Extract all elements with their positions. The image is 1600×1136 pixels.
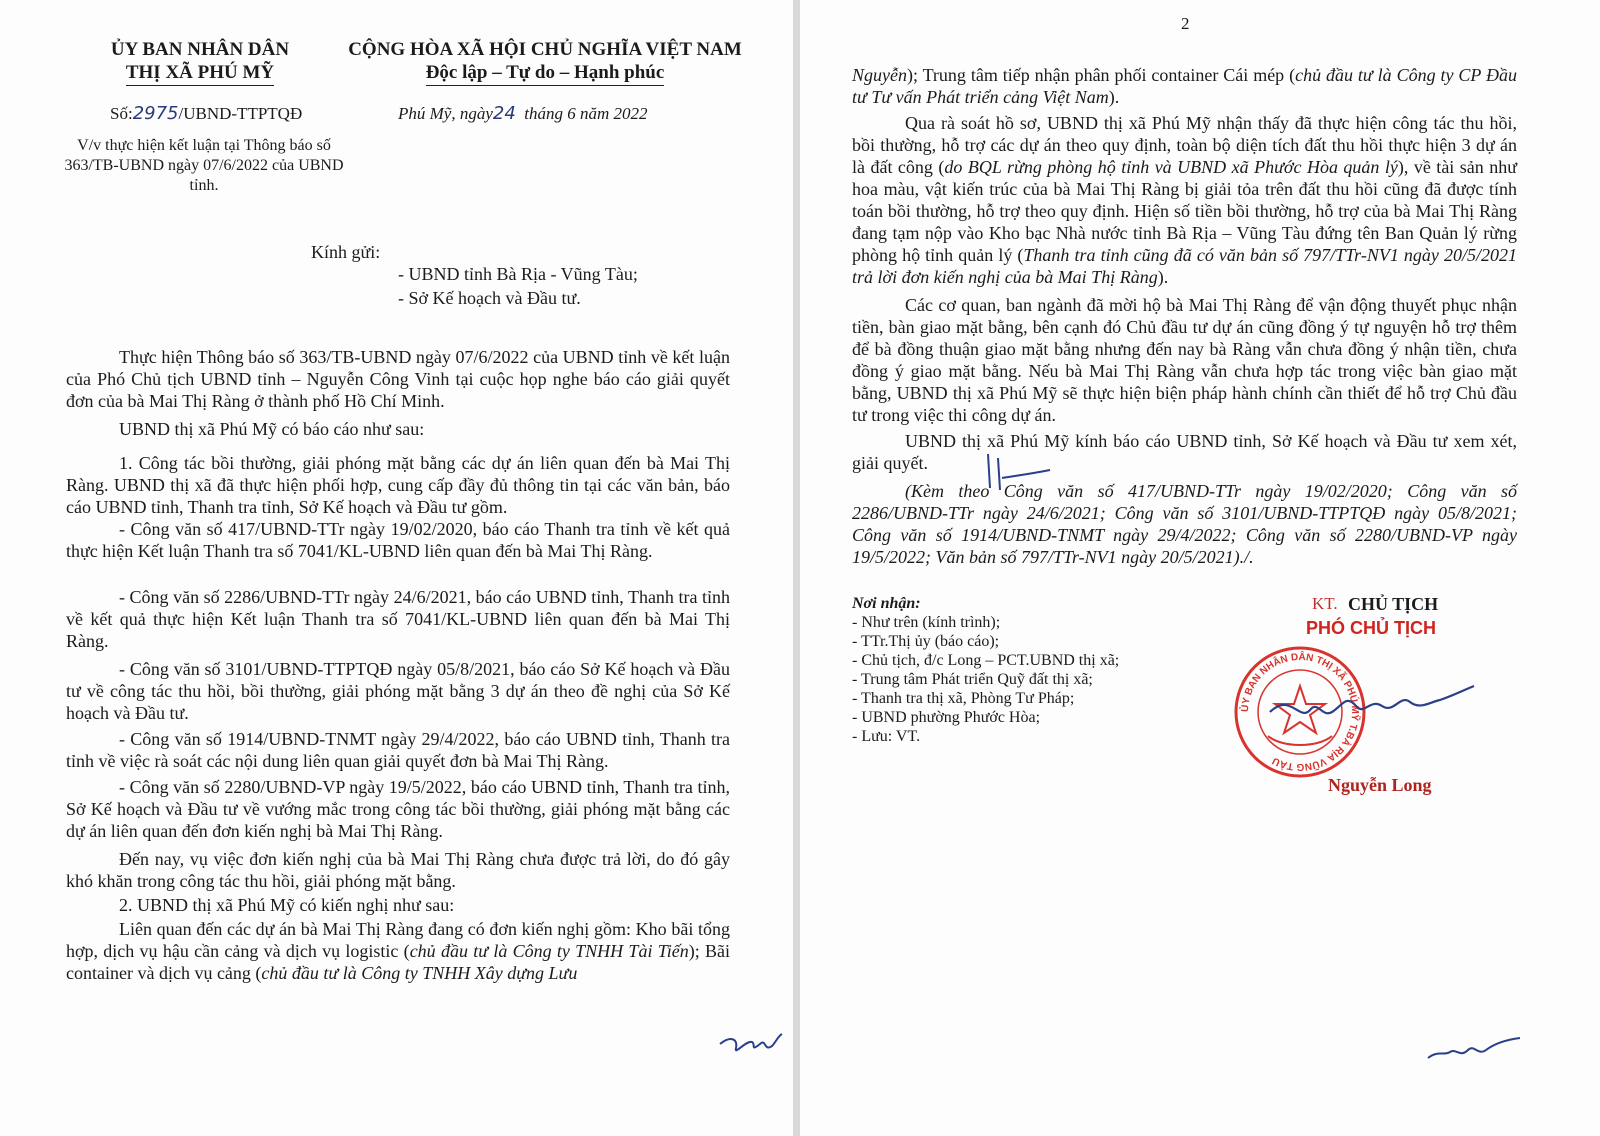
org-line-1: ỦY BAN NHÂN DÂN bbox=[110, 39, 290, 60]
chu-tich-title: CHỦ TỊCH bbox=[1348, 594, 1439, 614]
national-header bbox=[345, 38, 745, 86]
noi-nhan-title: Nơi nhận: bbox=[852, 595, 921, 612]
handwritten-number: 2975 bbox=[132, 103, 179, 124]
list-item: - Lưu: VT. bbox=[852, 728, 921, 745]
page-gap bbox=[793, 0, 800, 1136]
recipient-1: - UBND tỉnh Bà Rịa - Vũng Tàu; bbox=[398, 264, 638, 284]
list-item: - UBND phường Phước Hòa; bbox=[852, 709, 1041, 726]
recipients-list bbox=[852, 594, 1152, 746]
handwritten-day: 24 bbox=[492, 103, 516, 124]
document-number: Số:2975/UBND-TTPTQĐ bbox=[110, 103, 303, 124]
kt-mark: KT. bbox=[1312, 594, 1338, 613]
list-item: - Công văn số 3101/UBND-TTPTQĐ ngày 05/8/2021, báo cáo Sở Kế hoạch và Đầu tư về công tác thu hồi, bồi thường, giải phóng mặt bằng 3 dự án theo đề nghị của Sở Kế hoạch và Đầu tư. bbox=[66, 659, 730, 723]
attachments-note: (Kèm theo Công văn số 417/UBND-TTr ngày 19/02/2020; Công văn số 2286/UBND-TTr ngày 24/6/2021; Công văn số 3101/UBND-TTPTQĐ ngày 05/8/2021; Công văn số 1914/UBND-TNMT ngày 29/4/2022; Công văn số 2280/UBND-VP ngày 19/5/2022; Văn bản số 797/TTr-NV1 ngày 20/5/2021)./. bbox=[852, 481, 1517, 567]
nation-line-2: Độc lập – Tự do – Hạnh phúc bbox=[345, 61, 745, 86]
list-item: - Chủ tịch, đ/c Long – PCT.UBND thị xã; bbox=[852, 652, 1120, 669]
list-item: - Thanh tra thị xã, Phòng Tư Pháp; bbox=[852, 690, 1075, 707]
paragraph: UBND thị xã Phú Mỹ có báo cáo như sau: bbox=[119, 419, 425, 439]
initials-mark bbox=[1424, 1028, 1524, 1068]
document-page-1 bbox=[0, 0, 793, 1136]
pho-chu-tich-title: PHÓ CHỦ TỊCH bbox=[1306, 618, 1436, 638]
paragraph: Các cơ quan, ban ngành đã mời hộ bà Mai Thị Ràng để vận động thuyết phục nhận tiền, bàn giao mặt bằng, bên cạnh đó Chủ đầu tư dự án cũng đồng ý tự nguyện hỗ trợ thêm để bà đồng thuận giao mặt bằng nhưng đến nay bà Ràng vẫn chưa đồng ý nhận tiền, chưa đồng ý giao mặt bằng. Nếu bà Mai Thị Ràng vẫn chưa hợp tác trong việc bàn giao mặt bằng, UBND thị xã Phú Mỹ sẽ thực hiện biện pháp hành chính cần thiết để hỗ trợ Chủ đầu tư trong việc thi công dự án. bbox=[852, 295, 1517, 425]
recipient-2: - Sở Kế hoạch và Đầu tư. bbox=[398, 288, 581, 308]
paragraph: Nguyễn); Trung tâm tiếp nhận phân phối container Cái mép (chủ đầu tư là Công ty CP Đầu tư Tư vấn Phát triển cảng Việt Nam). bbox=[852, 65, 1517, 107]
paragraph: UBND thị xã Phú Mỹ kính báo cáo UBND tỉnh, Sở Kế hoạch và Đầu tư xem xét, giải quyết. bbox=[852, 431, 1517, 473]
subject-line: V/v thực hiện kết luận tại Thông báo số 363/TB-UBND ngày 07/6/2022 của UBND tỉnh. bbox=[64, 137, 344, 194]
list-item: - Công văn số 2286/UBND-TTr ngày 24/6/2021, báo cáo UBND tỉnh, Thanh tra tỉnh về kết quả thực hiện Kết luận Thanh tra số 7041/KL-UBND liên quan đến bà Mai Thị Ràng. bbox=[66, 587, 730, 651]
svg-text:ỦY BAN NHÂN DÂN THỊ XÃ PHÚ MỸ: ỦY BAN NHÂN DÂN THỊ XÃ PHÚ MỸ T.BÀ RỊA VŨNG TÀU bbox=[1239, 651, 1361, 773]
signer-name: Nguyễn Long bbox=[1328, 775, 1432, 795]
kinh-gui-label: Kính gửi: bbox=[311, 242, 381, 262]
paragraph: Đến nay, vụ việc đơn kiến nghị của bà Mai Thị Ràng chưa được trả lời, do đó gây khó khăn trong công tác thu hồi, giải phóng mặt bằng. bbox=[66, 849, 730, 891]
paragraph: 2. UBND thị xã Phú Mỹ có kiến nghị như sau: bbox=[119, 895, 455, 915]
issuing-authority bbox=[60, 38, 340, 86]
page-number: 2 bbox=[1181, 14, 1190, 33]
paragraph: 1. Công tác bồi thường, giải phóng mặt bằng các dự án liên quan đến bà Mai Thị Ràng. UBND thị xã đã thực hiện phối hợp, cung cấp đầy đủ thông tin tại các văn bản, báo cáo UBND tỉnh, Thanh tra tỉnh, Sở Kế hoạch và Đầu tư gồm. bbox=[66, 453, 730, 517]
list-item: - Công văn số 417/UBND-TTr ngày 19/02/2020, báo cáo Thanh tra tỉnh về kết quả thực hiện Kết luận Thanh tra số 7041/KL-UBND liên quan đến bà Mai Thị Ràng. bbox=[66, 519, 730, 561]
document-page-2 bbox=[800, 0, 1600, 1136]
paragraph: Thực hiện Thông báo số 363/TB-UBND ngày 07/6/2022 của UBND tỉnh về kết luận của Phó Chủ tịch UBND tỉnh – Nguyễn Công Vinh tại cuộc họp nghe báo cáo giải quyết đơn của bà Mai Thị Ràng ở thành phố Hồ Chí Minh. bbox=[66, 347, 730, 411]
list-item: - Trung tâm Phát triển Quỹ đất thị xã; bbox=[852, 671, 1093, 688]
list-item: - Như trên (kính trình); bbox=[852, 614, 1001, 631]
document-date: Phú Mỹ, ngày24 tháng 6 năm 2022 bbox=[398, 103, 648, 124]
org-line-2: THỊ XÃ PHÚ MỸ bbox=[60, 61, 340, 86]
initials-mark bbox=[980, 448, 1060, 500]
paragraph: Liên quan đến các dự án bà Mai Thị Ràng đang có đơn kiến nghị gồm: Kho bãi tổng hợp, dịch vụ hậu cần cảng và dịch vụ logistic (chủ đầu tư là Công ty TNHH Tài Tiến); Bãi container và dịch vụ cảng (chủ đầu tư là Công ty TNHH Xây dựng Lưu bbox=[66, 919, 731, 983]
list-item: - Công văn số 1914/UBND-TNMT ngày 29/4/2022, báo cáo UBND tỉnh, Thanh tra tỉnh về việc rà soát các nội dung liên quan giải quyết đơn bà Mai Thị Ràng. bbox=[66, 729, 730, 771]
initials-mark bbox=[716, 1022, 786, 1062]
paragraph: Qua rà soát hồ sơ, UBND thị xã Phú Mỹ nhận thấy đã thực hiện công tác thu hồi, bồi thường, hỗ trợ các dự án theo quy định, toàn bộ diện tích đất thu hồi thực hiện 3 dự án là đất công (do BQL rừng phòng hộ tỉnh và UBND xã Phước Hòa quản lý), về tài sản như hoa màu, vật kiến trúc của bà Mai Thị Ràng bị giải tỏa trên đất thu hồi cũng đã được tính toán bồi thường, hỗ trợ theo quy định. Hiện số tiền bồi thường, hỗ trợ của bà Mai Thị Ràng đang tạm nộp vào Kho bạc Nhà nước tỉnh Bà Rịa – Vũng Tàu đứng tên Ban Quản lý rừng phòng hộ tỉnh quản lý (Thanh tra tỉnh cũng đã có văn bản số 797/TTr-NV1 ngày 20/5/2021 trả lời đơn kiến nghị của bà Mai Thị Ràng). bbox=[852, 113, 1517, 287]
signature bbox=[1260, 672, 1480, 742]
list-item: - TTr.Thị ủy (báo cáo); bbox=[852, 633, 1000, 650]
list-item: - Công văn số 2280/UBND-VP ngày 19/5/2022, báo cáo UBND tỉnh, Thanh tra tỉnh, Sở Kế hoạch và Đầu tư về vướng mắc trong công tác bồi thường, giải phóng mặt bằng các dự án liên quan đến đơn kiến nghị bà Mai Thị Ràng. bbox=[66, 777, 730, 841]
nation-line-1: CỘNG HÒA XÃ HỘI CHỦ NGHĨA VIỆT NAM bbox=[348, 39, 742, 60]
